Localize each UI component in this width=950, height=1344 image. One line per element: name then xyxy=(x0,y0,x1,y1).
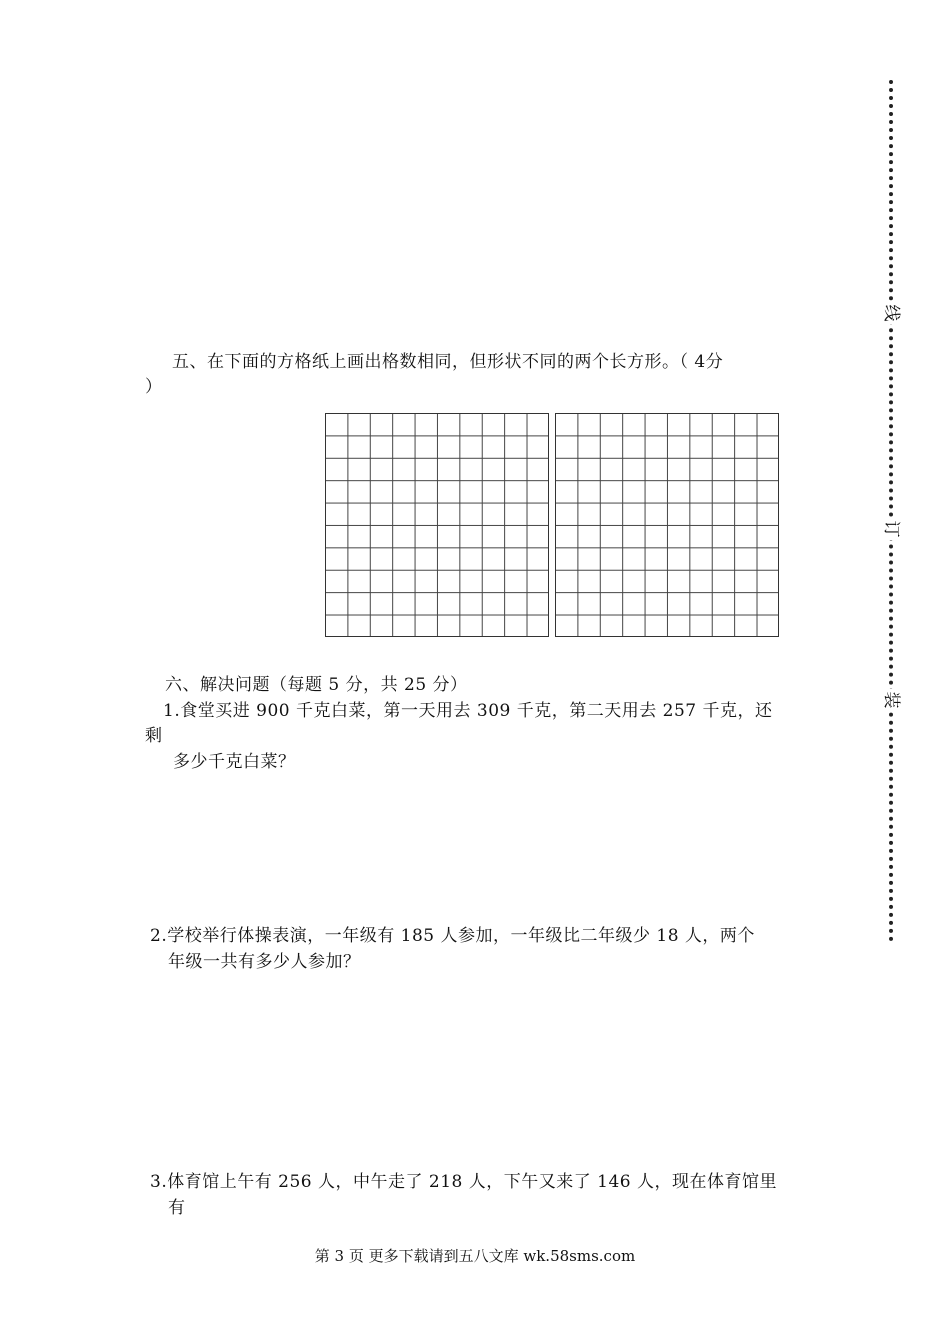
question-3-line-2: 有 xyxy=(168,1198,186,1218)
section-5-title-cont: ） xyxy=(145,377,163,397)
question-2-line-2: 年级一共有多少人参加？ xyxy=(168,952,361,972)
section-6-title: 六、解决问题（每题 5 分，共 25 分） xyxy=(165,675,468,695)
grid-paper-right[interactable] xyxy=(555,413,779,637)
question-1-line-2: 剩 xyxy=(145,726,163,746)
question-1-line-1: 1.食堂买进 900 千克白菜，第一天用去 309 千克，第二天用去 257 千克，还 xyxy=(163,701,773,721)
grid-paper-left[interactable] xyxy=(325,413,549,637)
question-2-line-1: 2.学校举行体操表演，一年级有 185 人参加，一年级比二年级少 18 人，两个 xyxy=(150,926,755,946)
binding-char-xian: 线 xyxy=(880,302,902,324)
page-footer: 第 3 页 更多下载请到五八文库 wk.58sms.com xyxy=(314,1247,636,1265)
question-1-line-3: 多少千克白菜？ xyxy=(173,752,296,772)
binding-char-ding: 订 xyxy=(880,518,902,540)
binding-char-zhuang: 装 xyxy=(880,689,902,711)
section-5-title: 五、在下面的方格纸上画出格数相同，但形状不同的两个长方形。（ 4分 xyxy=(172,352,724,372)
binding-dotted-line xyxy=(889,80,893,942)
question-3-line-1: 3.体育馆上午有 256 人，中午走了 218 人，下午又来了 146 人，现在体育馆里 xyxy=(150,1172,777,1192)
